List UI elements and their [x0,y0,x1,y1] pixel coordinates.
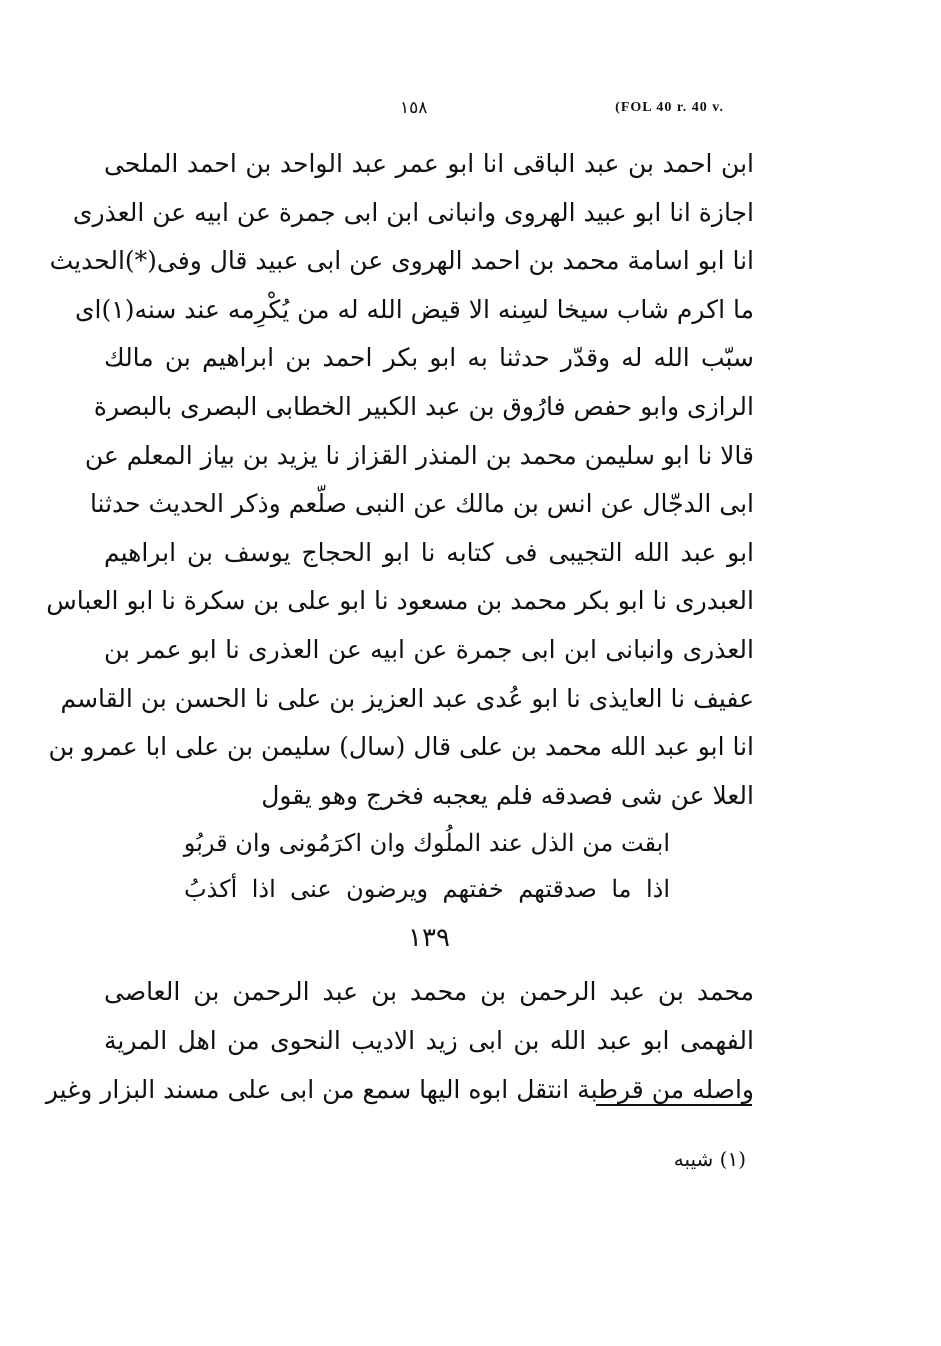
text-line: ابى الدجّال عن انس بن مالك عن النبى صلّعم وذكر الحديث حدثنا [89,489,754,519]
text-line: ابن احمد بن عبد الباقى انا ابو عمر عبد الواحد بن احمد الملحى [104,149,754,178]
entry-number: ١٣٩ [408,923,450,954]
page-number: ١٥٨ [400,98,428,118]
text-line: الرازى وابو حفص فارُوق بن عبد الكبير الخطابى البصرى بالبصرة [93,391,754,421]
folio-reference: (FOL 40 r. 40 v. [615,100,724,115]
entry-text-line: واصله من قرطبة انتقل ابوه اليها سمع من ابى على مسند البزار وغير [45,1074,754,1104]
text-line: ما اكرم شاب سيخا لسِنه الا قيض الله له من يُكْرِمه عند سنه(١)اى [74,294,754,324]
entry-text-line: محمد بن عبد الرحمن بن محمد بن عبد الرحمن بن العاصى [104,977,754,1007]
text-line: ابو عبد الله التجيبى فى كتابه نا ابو الحجاج يوسف بن ابراهيم [104,537,754,567]
text-line: انا ابو اسامة محمد بن احمد الهروى عن ابى عبيد قال وفى(*)الحديث [49,246,754,276]
text-line: عفيف نا العايذى نا ابو عُدى عبد العزيز بن على نا الحسن بن القاسم [60,683,754,713]
main-text [45,140,754,1114]
text-line: سبّب الله له وقدّر حدثنا به ابو بكر احمد بن ابراهيم بن مالك [104,343,754,373]
text-line: انا ابو عبد الله محمد بن على قال (سال) سليمن بن على ابا عمرو بن [48,732,754,762]
footnote-divider [596,1104,752,1106]
text-line: العبدرى نا ابو بكر محمد بن مسعود نا ابو على بن سكرة نا ابو العباس [46,586,754,616]
entry-text-line: الفهمى ابو عبد الله بن ابى زيد الاديب النحوى من اهل المرية [104,1025,754,1055]
text-line: اجازة انا ابو عبيد الهروى وانبانى ابن ابى جمرة عن ابيه عن العذرى [72,197,754,227]
page-header [100,96,760,126]
footnote: (١) شيبه [673,1147,746,1171]
verse-line: اذا ما صدقتهم خفتهم ويرضون عنى اذا أكذبُ [184,875,670,904]
text-line: العذرى وانبانى ابن ابى جمرة عن ابيه عن العذرى نا ابو عمر بن [104,634,754,664]
text-line: العلا عن شى فصدقه فلم يعجبه فخرج وهو يقول [261,780,754,810]
text-line: قالا نا ابو سليمن محمد بن المنذر القزاز نا يزيد بن بياز المعلم عن [84,440,754,470]
verse-line: ابقت من الذل عند الملُوك وان اكرَمُونى وان قربُو [183,829,670,858]
